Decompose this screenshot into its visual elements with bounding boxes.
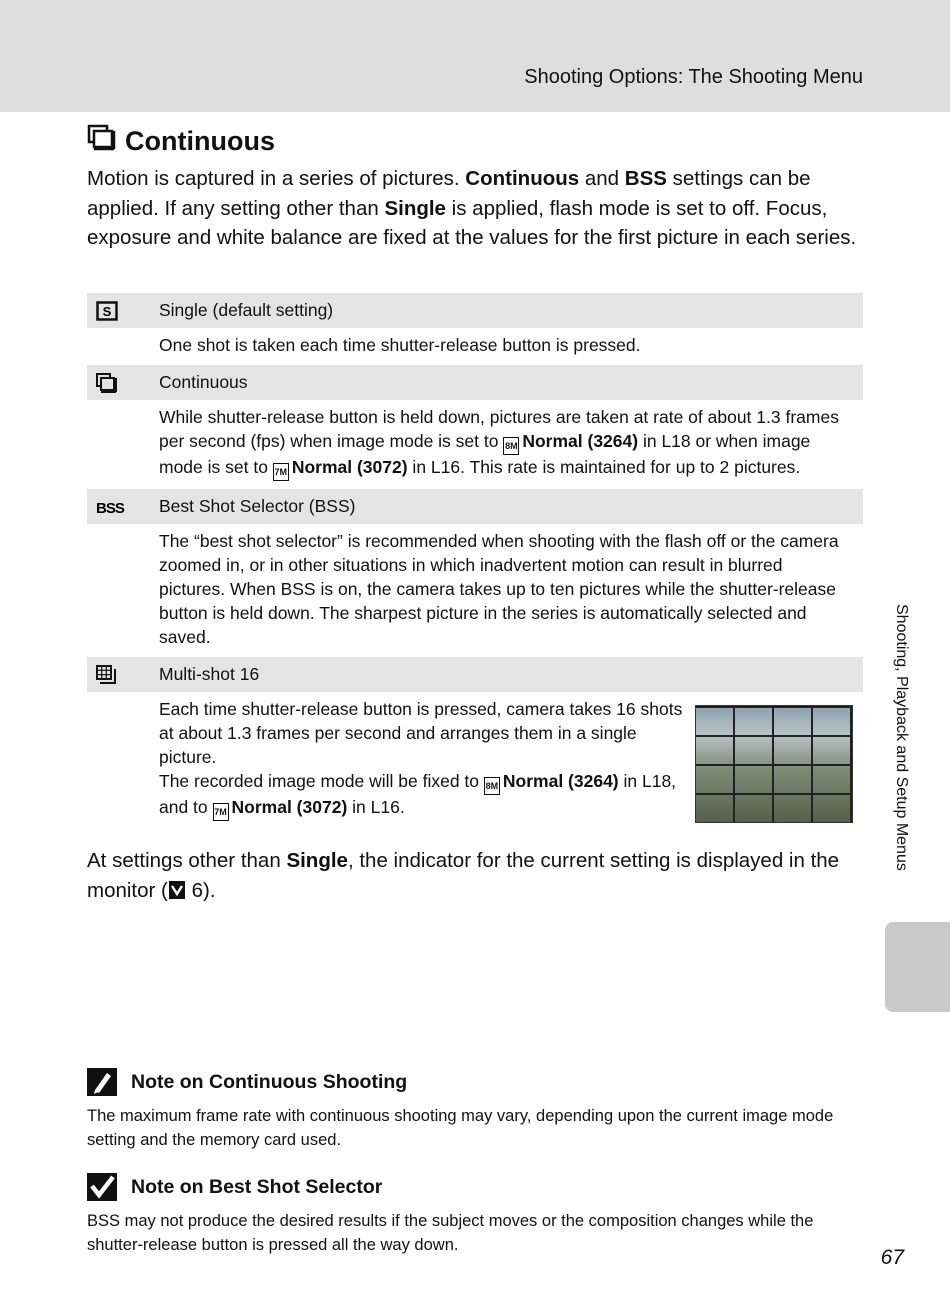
image-mode-label: Normal (3264) bbox=[522, 431, 639, 451]
setting-description bbox=[87, 692, 863, 831]
intro-bold-single: Single bbox=[384, 196, 446, 220]
image-mode-label: Normal (3072) bbox=[231, 797, 348, 817]
continuous-icon bbox=[87, 373, 159, 393]
setting-row-multi-shot bbox=[87, 657, 863, 692]
setting-row-bss bbox=[87, 489, 863, 524]
page-number: 67 bbox=[880, 1246, 904, 1269]
header-band bbox=[0, 0, 950, 112]
sidebar-section-label: Shooting, Playback and Setup Menus bbox=[893, 604, 910, 871]
checkmark-icon bbox=[87, 1173, 117, 1201]
multi-shot-text bbox=[159, 697, 685, 823]
multi-shot-icon bbox=[87, 665, 159, 685]
setting-description bbox=[87, 400, 863, 489]
note-title-continuous bbox=[87, 1068, 407, 1096]
note-text-continuous: The maximum frame rate with continuous shooting may vary, depending upon the current image mode setting and the memory card used. bbox=[87, 1107, 834, 1149]
note-title-text: Note on Continuous Shooting bbox=[131, 1070, 408, 1093]
section-title-text: Continuous bbox=[125, 126, 275, 156]
description-text: While shutter-release button is held down, pictures are taken at rate of about 1.3 frames per second (fps) when image mode is set to bbox=[159, 407, 839, 451]
image-mode-8m-icon: 8M bbox=[503, 437, 519, 455]
after-paragraph bbox=[87, 846, 867, 905]
after-text: 6). bbox=[185, 878, 216, 902]
page-reference-icon bbox=[168, 879, 186, 899]
image-mode-7m-icon: 7M bbox=[213, 803, 229, 821]
description-text: in L16. This rate is maintained for up to 2 pictures. bbox=[407, 457, 801, 477]
image-mode-label: Normal (3072) bbox=[291, 457, 408, 477]
description-text: in L16. bbox=[347, 797, 405, 817]
note-text-bss: BSS may not produce the desired results if the subject moves or the composition changes while the shutter-release button is pressed all the way down. bbox=[87, 1212, 814, 1254]
sidebar-tab bbox=[885, 922, 950, 1012]
description-text: in L18, and to bbox=[159, 771, 677, 817]
setting-label: Continuous bbox=[159, 372, 248, 392]
note-title-bss bbox=[87, 1173, 382, 1201]
description-text: Each time shutter-release button is pressed, camera takes 16 shots at about 1.3 frames per second and arranges them in a single picture. bbox=[159, 699, 683, 767]
svg-text:S: S bbox=[102, 303, 112, 319]
bss-icon bbox=[87, 497, 159, 517]
setting-label: Best Shot Selector (BSS) bbox=[159, 496, 356, 516]
image-mode-7m-icon: 7M bbox=[273, 463, 289, 481]
description-text: The recorded image mode will be fixed to bbox=[159, 771, 484, 791]
intro-bold-bss: BSS bbox=[624, 167, 667, 190]
setting-row-single bbox=[87, 293, 863, 328]
settings-table bbox=[87, 293, 863, 831]
svg-text:BSS: BSS bbox=[96, 499, 124, 517]
intro-text: Motion is captured in a series of pictures. bbox=[87, 167, 466, 190]
intro-paragraph bbox=[87, 164, 867, 253]
after-text: , the indicator for the current setting is displayed in the monitor ( bbox=[87, 849, 840, 902]
image-mode-8m-icon: 8M bbox=[484, 777, 500, 795]
description-text: in L18 or when image mode is set to bbox=[159, 431, 811, 477]
intro-text: settings can be applied. If any setting other than bbox=[87, 167, 811, 220]
setting-description: One shot is taken each time shutter-release button is pressed. bbox=[159, 335, 641, 355]
section-title bbox=[87, 124, 275, 159]
image-mode-label: Normal (3264) bbox=[502, 771, 619, 791]
setting-description: The “best shot selector” is recommended when shooting with the flash off or the camera zoomed in, or in other situations in which inadvertent motion can result in blurred pictures. When BSS is on, the camera takes up to ten pictures while the shutter-release button is held down. The sharpest picture in the series is automatically selected and saved. bbox=[159, 531, 839, 647]
multi-shot-sample-image bbox=[695, 705, 853, 823]
after-bold-single: Single bbox=[286, 849, 348, 872]
header-title: Shooting Options: The Shooting Menu bbox=[524, 66, 863, 88]
note-pencil-icon bbox=[87, 1068, 117, 1096]
intro-text: and bbox=[579, 167, 625, 190]
intro-bold-continuous: Continuous bbox=[465, 167, 580, 190]
note-title-text: Note on Best Shot Selector bbox=[131, 1175, 383, 1198]
continuous-icon bbox=[87, 124, 117, 159]
setting-label: Multi-shot 16 bbox=[159, 664, 260, 684]
setting-label: Single (default setting) bbox=[159, 300, 334, 320]
single-frame-icon bbox=[87, 301, 159, 321]
after-text: At settings other than bbox=[87, 849, 287, 872]
intro-text: is applied, flash mode is set to off. Focus, exposure and white balance are fixed at the values for the first picture in each series. bbox=[87, 196, 857, 249]
setting-row-continuous bbox=[87, 365, 863, 400]
